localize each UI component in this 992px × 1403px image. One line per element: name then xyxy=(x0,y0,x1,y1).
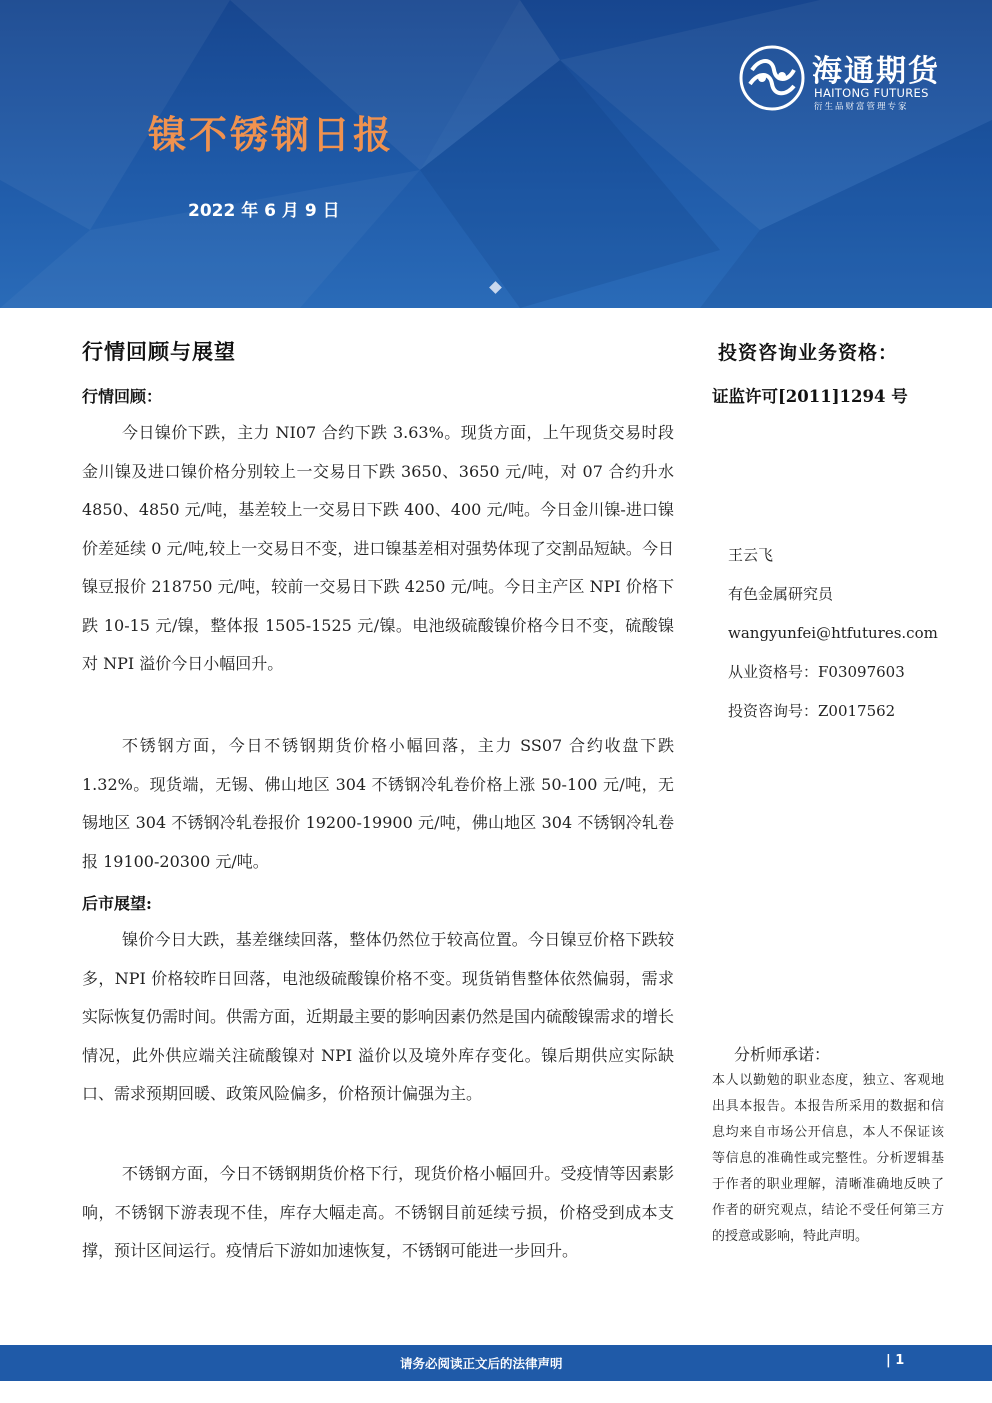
section-heading: 行情回顾与展望 xyxy=(82,339,236,364)
analyst-email: wangyunfei@htfutures.com xyxy=(728,624,938,642)
outlook-heading: 后市展望: xyxy=(82,894,152,913)
page-number: | 1 xyxy=(886,1353,905,1368)
license-number: 证监许可[2011]1294 号 xyxy=(712,387,908,406)
outlook-paragraph-stainless: 不锈钢方面，今日不锈钢期货价格下行，现货价格小幅回升。受疫情等因素影响，不锈钢下游表现不佳，库存大幅走高。不锈钢目前延续亏损，价格受到成本支撑，预计区间运行。疫情后下游如加速恢复，不锈钢可能进一步回升。 xyxy=(82,1164,674,1260)
outlook-paragraph-nickel: 镍价今日大跌，基差继续回落，整体仍然位于较高位置。今日镍豆价格下跌较多，NPI 价格较昨日回落，电池级硫酸镍价格不变。现货销售整体依然偏弱，需求实际恢复仍需时间。供需方面，近期最主要的影响因素仍然是国内硫酸镍需求的增长情况，此外供应端关注硫酸镍对 NPI 溢价以及境外库存变化。镍后期供应实际缺口、需求预期回暖、政策风险偏多，价格预计偏强为主。 xyxy=(82,930,675,1103)
analyst-title: 有色金属研究员 xyxy=(728,585,834,603)
report-date: 2022 年 6 月 9 日 xyxy=(188,201,340,221)
logo-chinese-name: 海通期货 xyxy=(812,54,940,89)
commitment-title: 分析师承诺： xyxy=(734,1045,831,1064)
report-title: 镍不锈钢日报 xyxy=(148,112,395,157)
haitong-logo xyxy=(738,44,958,114)
analyst-name: 王云飞 xyxy=(728,546,774,564)
analyst-consult-number: 投资咨询号：Z0017562 xyxy=(728,702,896,720)
review-paragraph-nickel: 今日镍价下跌，主力 NI07 合约下跌 3.63%。现货方面，上午现货交易时段金川镍及进口镍价格分别较上一交易日下跌 3650、3650 元/吨，对 07 合约升水 4850、4850 元/吨，基差较上一交易日下跌 400、400 元/吨。今日金川镍-进口镍价差延续 0 元/吨,较上一交易日不变，进口镍基差相对强势体现了交割品短缺。今日镍豆报价 218750 元/吨，较前一交易日下跌 4250 元/吨。今日主产区 NPI 价格下跌 10-15 元/镍，整体报 1505-1525 元/镍。电池级硫酸镍价格今日不变，硫酸镍对 NPI 溢价今日小幅回升。 xyxy=(82,423,674,673)
analyst-info xyxy=(728,536,938,731)
logo-tagline: 衍生品财富管理专家 xyxy=(814,102,909,112)
analyst-cert-number: 从业资格号：F03097603 xyxy=(728,663,905,681)
qualification-heading: 投资咨询业务资格： xyxy=(718,342,899,364)
report-header-banner xyxy=(0,0,992,308)
footer-bar xyxy=(0,1345,992,1381)
haitong-logo-icon xyxy=(738,44,806,112)
logo-english-name: HAITONG FUTURES xyxy=(814,86,929,100)
review-paragraph-stainless: 不锈钢方面，今日不锈钢期货价格小幅回落，主力 SS07 合约收盘下跌 1.32%。现货端，无锡、佛山地区 304 不锈钢冷轧卷价格上涨 50-100 元/吨，无锡地区 304 不锈钢冷轧卷报价 19200-19900 元/吨，佛山地区 304 不锈钢冷轧卷报 19100-20300 元/吨。 xyxy=(82,736,674,871)
commitment-text: 本人以勤勉的职业态度，独立、客观地出具本报告。本报告所采用的数据和信息均来自市场公开信息，本人不保证该等信息的准确性或完整性。分析逻辑基于作者的职业理解，清晰准确地反映了作者的研究观点，结论不受任何第三方的授意或影响，特此声明。 xyxy=(712,1073,944,1244)
review-heading: 行情回顾： xyxy=(82,387,163,406)
legal-disclaimer-link: 请务必阅读正文后的法律声明 xyxy=(400,1356,563,1371)
